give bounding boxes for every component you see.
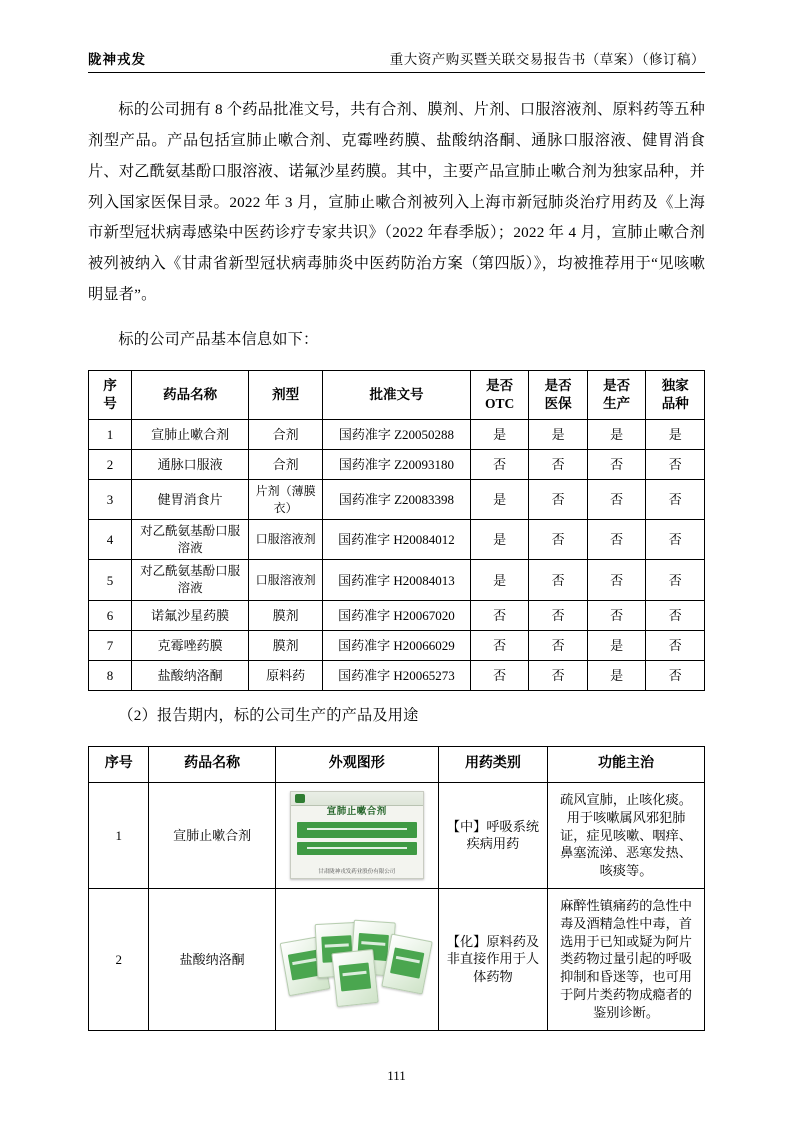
table-row (89, 450, 705, 480)
cell-otc: 否 (470, 601, 529, 631)
cell-approval-number: 国药准字 Z20093180 (323, 450, 471, 480)
cell-produced: 是 (587, 420, 646, 450)
cell-approval-number: 国药准字 H20067020 (323, 601, 471, 631)
cell-insurance: 否 (529, 480, 588, 519)
cell-dosage-form: 口服溶液剂 (249, 560, 323, 601)
cell-exclusive: 是 (646, 420, 705, 450)
cell-produced: 否 (587, 450, 646, 480)
cell-exclusive: 否 (646, 560, 705, 601)
header-document-title: 重大资产购买暨关联交易报告书（草案）（修订稿） (389, 52, 705, 67)
cell-approval-number: 国药准字 Z20083398 (323, 480, 471, 519)
cell-produced: 否 (587, 601, 646, 631)
paragraph-table2-intro: （2）报告期内，标的公司生产的产品及用途 (118, 707, 419, 725)
cell-drug-category: 【中】呼吸系统疾病用药 (438, 782, 547, 888)
column-header-drug-name: 药品名称 (149, 747, 275, 783)
table-row (89, 782, 705, 888)
table-header-row (89, 747, 705, 783)
cell-insurance: 是 (529, 420, 588, 450)
cell-drug-name: 宣肺止嗽合剂 (132, 420, 249, 450)
table-row (89, 661, 705, 691)
cell-dosage-form: 合剂 (249, 450, 323, 480)
table-row (89, 519, 705, 560)
cell-no: 1 (89, 782, 149, 888)
cell-exclusive: 否 (646, 519, 705, 560)
cell-drug-category: 【化】原料药及非直接作用于人体药物 (438, 889, 547, 1031)
cell-exclusive: 否 (646, 631, 705, 661)
cell-no: 7 (89, 631, 132, 661)
cell-insurance: 否 (529, 601, 588, 631)
cell-no: 6 (89, 601, 132, 631)
cell-otc: 是 (470, 420, 529, 450)
header-company-name: 陇神戎发 (88, 52, 146, 67)
cell-approval-number: 国药准字 H20065273 (323, 661, 471, 691)
column-header-otc: 是否 OTC (470, 370, 529, 419)
cell-insurance: 否 (529, 560, 588, 601)
cell-approval-number: 国药准字 H20084013 (323, 560, 471, 601)
cell-insurance: 否 (529, 450, 588, 480)
sachet-icon (381, 934, 433, 995)
column-header-no: 序号 (89, 747, 149, 783)
cell-no: 1 (89, 420, 132, 450)
cell-insurance: 否 (529, 631, 588, 661)
cell-dosage-form: 片剂（薄膜衣） (249, 480, 323, 519)
cell-dosage-form: 原料药 (249, 661, 323, 691)
cell-otc: 否 (470, 661, 529, 691)
table-row (89, 601, 705, 631)
cell-produced: 否 (587, 480, 646, 519)
cell-otc: 是 (470, 560, 529, 601)
cell-otc: 否 (470, 450, 529, 480)
brand-logo-icon (295, 794, 305, 803)
cell-no: 2 (89, 889, 149, 1031)
column-header-exclusive: 独家 品种 (646, 370, 705, 419)
paragraph-company-products: 标的公司拥有 8 个药品批准文号，共有合剂、膜剂、片剂、口服溶液剂、原料药等五种剂型产品。产品包括宣肺止嗽合剂、克霉唑药膜、盐酸纳洛酮、通脉口服溶液、健胃消食片、对乙酰氨基酚口服溶液、诺氟沙星药膜。其中，主要产品宣肺止嗽合剂为独家品种，并列入国家医保目录。2022 年 3 月，宣肺止嗽合剂被列入上海市新冠肺炎治疗用药及《上海市新型冠状病毒感染中医药诊疗专家共识》（2022 年春季版）；2022 年 4 月，宣肺止嗽合剂被列被纳入《甘肃省新型冠状病毒肺炎中医药防治方案（第四版）》，均被推荐用于“见咳嗽明显者”。 (88, 101, 705, 304)
cell-dosage-form: 口服溶液剂 (249, 519, 323, 560)
paragraph-table1-intro: 标的公司产品基本信息如下： (118, 331, 319, 349)
product-usage-table (88, 746, 705, 1031)
cell-approval-number: 国药准字 H20066029 (323, 631, 471, 661)
cell-exclusive: 否 (646, 601, 705, 631)
cell-indication: 疏风宣肺，止咳化痰。用于咳嗽属风邪犯肺证，症见咳嗽、咽痒、鼻塞流涕、恶寒发热、咳痰等。 (548, 782, 705, 888)
cell-produced: 是 (587, 661, 646, 691)
column-header-no: 序 号 (89, 370, 132, 419)
cell-otc: 否 (470, 631, 529, 661)
column-header-approval-number: 批准文号 (323, 370, 471, 419)
table-row (89, 420, 705, 450)
cell-insurance: 否 (529, 661, 588, 691)
cell-produced: 是 (587, 631, 646, 661)
table-row (89, 889, 705, 1031)
cell-approval-number: 国药准字 H20084012 (323, 519, 471, 560)
cell-no: 5 (89, 560, 132, 601)
cell-no: 3 (89, 480, 132, 519)
cell-drug-name: 对乙酰氨基酚口服溶液 (132, 519, 249, 560)
cell-drug-name: 宣肺止嗽合剂 (149, 782, 275, 888)
column-header-dosage-form: 剂型 (249, 370, 323, 419)
column-header-drug-category: 用药类别 (438, 747, 547, 783)
column-header-indication: 功能主治 (548, 747, 705, 783)
cell-drug-name: 对乙酰氨基酚口服溶液 (132, 560, 249, 601)
cell-otc: 是 (470, 519, 529, 560)
cell-produced: 否 (587, 560, 646, 601)
table-row (89, 560, 705, 601)
cell-exclusive: 否 (646, 480, 705, 519)
cell-drug-name: 通脉口服液 (132, 450, 249, 480)
table-row (89, 480, 705, 519)
cell-indication: 麻醉性镇痛药的急性中毒及酒精急性中毒，首选用于已知或疑为阿片类药物过量引起的呼吸抑制和昏迷等，也可用于阿片类药物成瘾者的鉴别诊断。 (548, 889, 705, 1031)
sachet-icon (331, 949, 378, 1007)
sachet-group-graphic (282, 917, 432, 1001)
page-number: 111 (387, 1068, 406, 1083)
column-header-drug-name: 药品名称 (132, 370, 249, 419)
table-header-row (89, 370, 705, 419)
cell-dosage-form: 膜剂 (249, 601, 323, 631)
page-header (88, 48, 705, 73)
cell-exclusive: 否 (646, 661, 705, 691)
product-image-xuanfei (282, 791, 432, 879)
cell-approval-number: 国药准字 Z20050288 (323, 420, 471, 450)
column-header-insurance: 是否 医保 (529, 370, 588, 419)
product-image-naloxone (282, 917, 432, 1001)
cell-drug-name: 盐酸纳洛酮 (132, 661, 249, 691)
column-header-produced: 是否 生产 (587, 370, 646, 419)
box-manufacturer-text: 甘肃陇神戎发药业股份有限公司 (318, 869, 396, 876)
product-approval-table (88, 370, 705, 691)
cell-drug-name: 克霉唑药膜 (132, 631, 249, 661)
cell-insurance: 否 (529, 519, 588, 560)
cell-drug-name: 诺氟沙星药膜 (132, 601, 249, 631)
cell-dosage-form: 合剂 (249, 420, 323, 450)
cell-no: 8 (89, 661, 132, 691)
cell-drug-name: 健胃消食片 (132, 480, 249, 519)
cell-product-image (275, 889, 438, 1031)
cell-otc: 是 (470, 480, 529, 519)
table-row (89, 631, 705, 661)
cell-product-image (275, 782, 438, 888)
cell-exclusive: 否 (646, 450, 705, 480)
box-product-title: 宣肺止嗽合剂 (326, 807, 387, 818)
column-header-appearance: 外观图形 (275, 747, 438, 783)
cell-drug-name: 盐酸纳洛酮 (149, 889, 275, 1031)
cell-no: 4 (89, 519, 132, 560)
cell-no: 2 (89, 450, 132, 480)
medicine-box-graphic (290, 791, 424, 879)
cell-produced: 否 (587, 519, 646, 560)
cell-dosage-form: 膜剂 (249, 631, 323, 661)
